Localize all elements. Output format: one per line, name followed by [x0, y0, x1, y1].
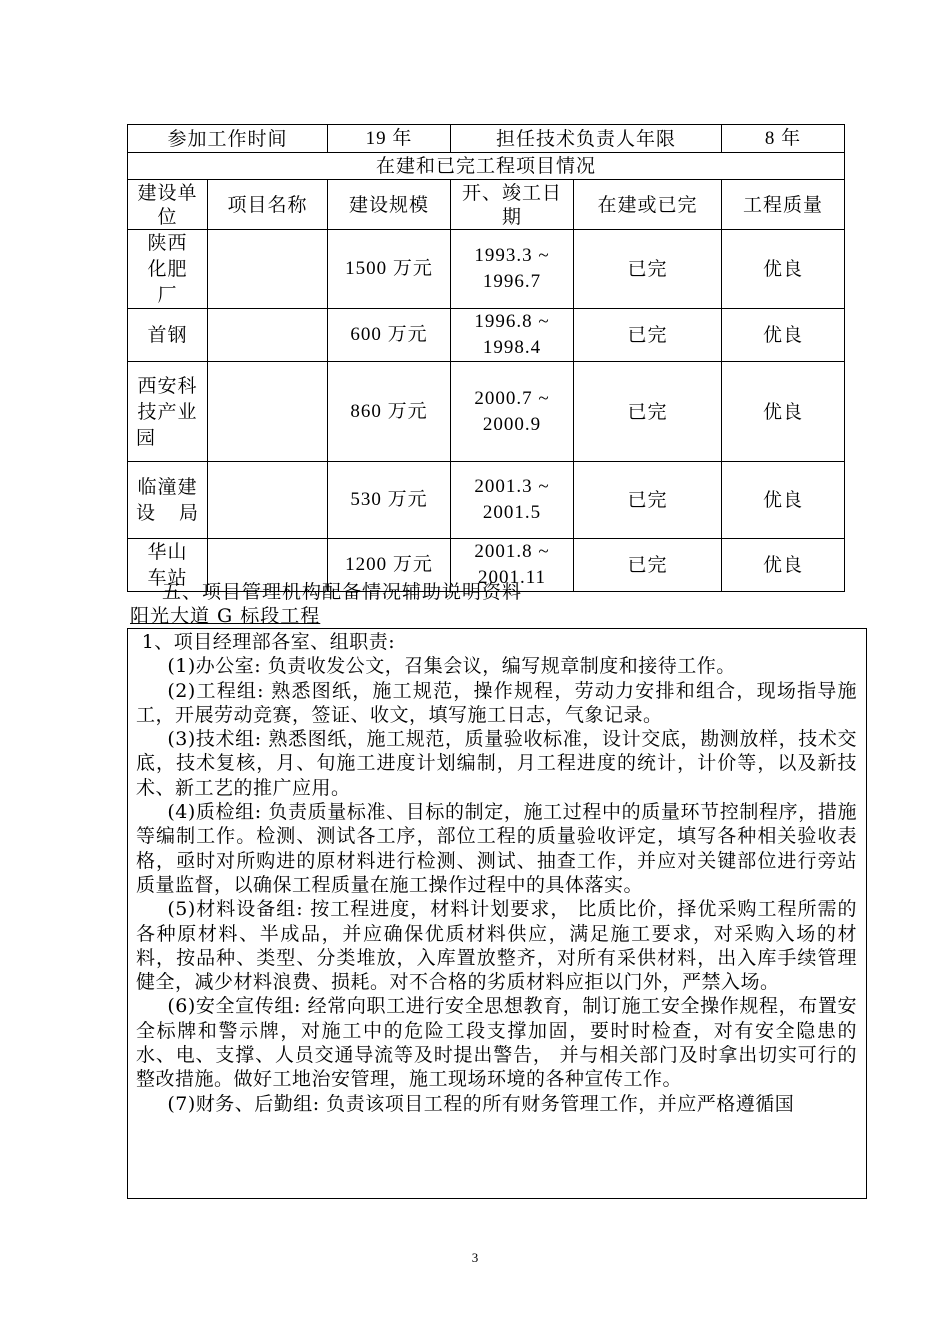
- row-quality: 优良: [722, 462, 845, 539]
- duties-heading: 1、项目经理部各室、组职责:: [141, 631, 396, 653]
- page-number: 3: [471, 1250, 479, 1265]
- table-row: [128, 362, 845, 462]
- row-name: [208, 462, 328, 539]
- duty-paragraph: (5)材料设备组: 按工程进度，材料计划要求， 比质比价，择优采购工程所需的各种原材料、半成品，并应确保优质材料供应，满足施工要求，对采购入场的材料，按品种、类型、分类堆放，入库置放整齐，对所有采供材料，出入库手续管理健全，减少材料浪费、损耗。对不合格的劣质材料应拒以门外，严禁入场。: [136, 898, 857, 994]
- row-name: [208, 230, 328, 309]
- section-title: 在建和已完工程项目情况: [128, 153, 845, 180]
- header-scale: 建设规模: [328, 180, 451, 230]
- duty-paragraph: (3)技术组: 熟悉图纸，施工规范，质量验收标准，设计交底，勘测放样，技术交底，技术复核，月、旬施工进度计划编制，月工程进度的统计，计价等，以及新技术、新工艺的推广应用。: [136, 728, 857, 799]
- row-date-start: 1993.3 ~: [474, 245, 550, 266]
- row-date-start: 2001.3 ~: [474, 476, 550, 497]
- work-time-label: 参加工作时间: [128, 125, 328, 153]
- row-date-end: 1998.4: [482, 337, 542, 358]
- project-table: [127, 124, 845, 592]
- header-status: 在建或已完: [574, 180, 722, 230]
- row-unit: 华山车站: [128, 539, 208, 592]
- header-row: [128, 180, 845, 230]
- info-row: [128, 125, 845, 153]
- tech-years-value: 8 年: [722, 125, 845, 153]
- row-scale: 600 万元: [328, 309, 451, 362]
- duty-paragraph: (7)财务、后勤组: 负责该项目工程的所有财务管理工作，并应严格遵循国: [167, 1092, 795, 1115]
- row-unit: 临潼建设局: [128, 462, 208, 539]
- row-date-end: 2001.11: [477, 567, 547, 588]
- row-scale: 1500 万元: [328, 230, 451, 309]
- row-date-start: 2001.8 ~: [474, 541, 550, 562]
- header-project-name: 项目名称: [208, 180, 328, 230]
- row-scale: 860 万元: [328, 362, 451, 462]
- row-quality: 优良: [722, 362, 845, 462]
- row-dates: [451, 309, 574, 362]
- duty-paragraph: (6)安全宣传组: 经常向职工进行安全思想教育，制订施工安全操作规程，布置安全标牌和警示牌，对施工中的危险工段支撑加固，要时时检查，对有安全隐患的水、电、支撑、人员交通导流等及时提出警告， 并与相关部门及时拿出切实可行的整改措施。做好工地治安管理，施工现场环境的各种宣传工作。: [136, 995, 857, 1091]
- header-quality: 工程质量: [722, 180, 845, 230]
- header-unit: 建设单位: [128, 180, 208, 230]
- row-quality: 优良: [722, 309, 845, 362]
- section-title-row: [128, 153, 845, 180]
- row-name: [208, 309, 328, 362]
- row-status: 已完: [574, 462, 722, 539]
- header-dates: 开、竣工日期: [451, 180, 574, 230]
- row-status: 已完: [574, 230, 722, 309]
- project-subcaption: 阳光大道 G 标段工程: [130, 605, 321, 627]
- work-time-value: 19 年: [328, 125, 451, 153]
- row-dates: [451, 462, 574, 539]
- row-name: [208, 362, 328, 462]
- row-scale: 1200 万元: [328, 539, 451, 592]
- duties-box: [127, 628, 867, 1199]
- row-date-start: 1996.8 ~: [474, 311, 550, 332]
- row-date-end: 1996.7: [482, 271, 542, 292]
- row-date-start: 2000.7 ~: [474, 387, 550, 409]
- row-status: 已完: [574, 309, 722, 362]
- row-date-end: 2000.9: [482, 413, 542, 435]
- row-dates: [451, 230, 574, 309]
- row-scale: 530 万元: [328, 462, 451, 539]
- row-unit: 西安科技产业园: [128, 362, 208, 462]
- row-date-end: 2001.5: [482, 502, 542, 523]
- duty-paragraph: (1)办公室: 负责收发公文，召集会议，编写规章制度和接待工作。: [167, 655, 736, 678]
- row-status: 已完: [574, 362, 722, 462]
- tech-years-label: 担任技术负责人年限: [451, 125, 722, 153]
- section-caption: 五、项目管理机构配备情况辅助说明资料: [162, 581, 523, 603]
- duty-paragraph: (2)工程组: 熟悉图纸，施工规范，操作规程，劳动力安排和组合，现场指导施工，开展劳动竞赛，签证、收文，填写施工日志，气象记录。: [136, 679, 857, 726]
- table-row: [128, 309, 845, 362]
- row-status: 已完: [574, 539, 722, 592]
- table-row: [128, 462, 845, 539]
- row-quality: 优良: [722, 230, 845, 309]
- table-row: [128, 230, 845, 309]
- row-unit: 首钢: [128, 309, 208, 362]
- duty-paragraph: (4)质检组: 负责质量标准、目标的制定，施工过程中的质量环节控制程序，措施等编制工作。检测、测试各工序，部位工程的质量验收评定，填写各种相关验收表格，亟时对所购进的原材料进行检测、测试、抽查工作，并应对关键部位进行旁站质量监督，以确保工程质量在施工操作过程中的具体落实。: [136, 801, 857, 896]
- row-unit: 陕西化肥厂: [128, 230, 208, 309]
- row-dates: [451, 362, 574, 462]
- row-quality: 优良: [722, 539, 845, 592]
